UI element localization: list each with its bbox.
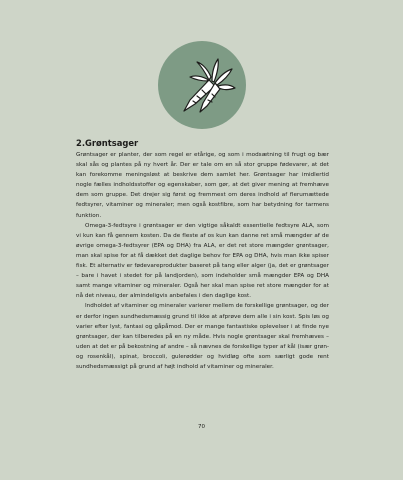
paragraph-3: Indholdet af vitaminer og mineraler varierer mellem de forskellige grøntsager, og der er derfor ingen sundhedsmæssig grund til ikke at afprøve dem alle i sin kost. Spis løs og varier efter lyst, fantasi og gåpåmod. Der er mange fantastiske oplevelser i at finde nye grøntsager, der kan tilberedes på en ny måde. Hvis nogle grøntsager skal fremhæves – uden at det er på bekostning af andre – så nævnes de forskellige typer af kål (især grøn- og rosenkål), spinat, broccoli, gulerødder og hvidløg ofte som særligt gode rent sundhedsmæssigt på grund af højt indhold af vitaminer og mineraler. [76, 303, 329, 370]
page-number: 70 [198, 424, 205, 430]
section-content [76, 138, 329, 372]
paragraph-1: Grøntsager er planter, der som regel er etårige, og som i modsætning til frugt og bær skal sås og plantes på ny hvert år. Der er tale om en så stor gruppe fødevarer, at det kan forekomme meningsløst at beskrive dem samlet her. Grøntsager har imidlertid nogle fælles indholdsstoffer og egenskaber, som gør, at det giver mening at fremhæve dem som gruppe. Det drejer sig først og fremmest om deres indhold af flerumættede fedtsyrer, vitaminer og mineraler; men også kostfibre, som har betydning for tarmens funktion. [76, 152, 329, 219]
paragraph-2: Omega-3-fedtsyre i grøntsager er den vigtige såkaldt essentielle fedtsyre ALA, som vi kun kan få gennem kosten. Da de fleste af os kun kan danne ret små mængder af de øvrige omega-3-fedtsyrer (EPA og DHA) fra ALA, er det ret store mængder grøntsager, man skal spise for at få dækket det daglige behov for EPA og DHA, hvis man ikke spiser fisk. Et alternativ er fødevareprodukter baseret på tang eller alger (ja, det er grøntsager – bare i havet i stedet for på landjorden), som indeholder små mængder EPA og DHA samt mange vitaminer og mineraler. Også her skal man spise ret store mængder for at nå det niveau, der almindeligvis anbefales i den daglige kost. [76, 222, 329, 300]
section-heading: 2.Grøntsager [76, 138, 139, 148]
carrot-bunch-icon [157, 40, 247, 130]
